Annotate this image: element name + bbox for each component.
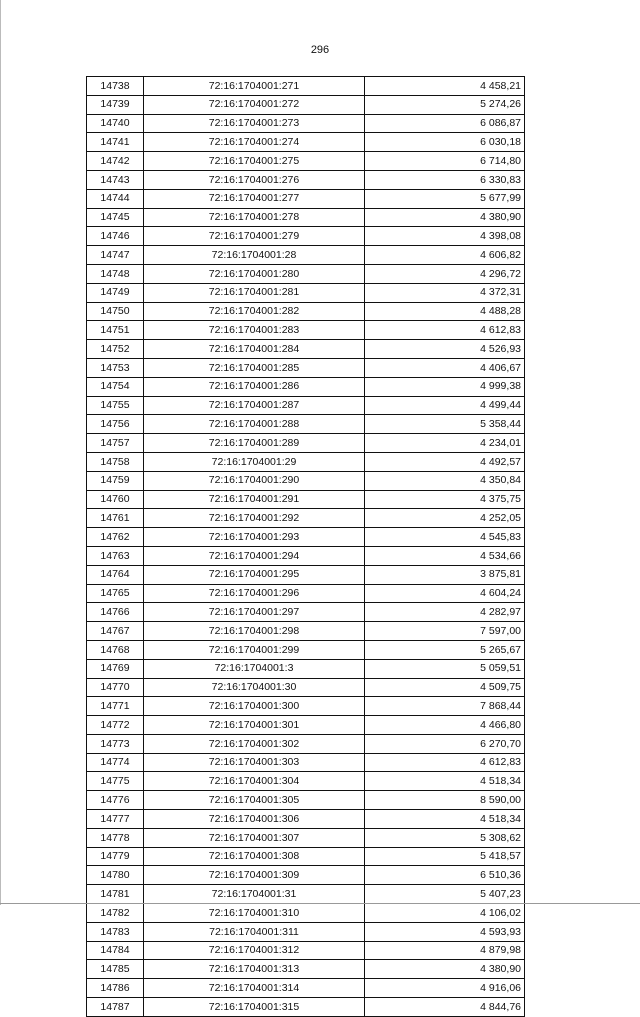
cadastral-number-cell: 72:16:1704001:314	[144, 979, 365, 998]
table-row	[87, 603, 525, 622]
table-row	[87, 302, 525, 321]
table-row	[87, 640, 525, 659]
table-row	[87, 246, 525, 265]
cadastral-number-cell: 72:16:1704001:300	[144, 697, 365, 716]
cadastral-number-cell: 72:16:1704001:275	[144, 152, 365, 171]
row-number-cell: 14739	[87, 95, 144, 114]
table-row	[87, 396, 525, 415]
cadastral-number-cell: 72:16:1704001:293	[144, 528, 365, 547]
area-value-cell: 7 868,44	[365, 697, 525, 716]
area-value-cell: 4 604,24	[365, 584, 525, 603]
table-row	[87, 828, 525, 847]
cadastral-number-cell: 72:16:1704001:29	[144, 452, 365, 471]
cadastral-number-cell: 72:16:1704001:297	[144, 603, 365, 622]
area-value-cell: 4 526,93	[365, 340, 525, 359]
area-value-cell: 4 593,93	[365, 922, 525, 941]
cadastral-number-cell: 72:16:1704001:273	[144, 114, 365, 133]
table-row	[87, 885, 525, 904]
area-value-cell: 5 407,23	[365, 885, 525, 904]
row-number-cell: 14767	[87, 622, 144, 641]
area-value-cell: 4 612,83	[365, 321, 525, 340]
cadastral-number-cell: 72:16:1704001:28	[144, 246, 365, 265]
area-value-cell: 4 916,06	[365, 979, 525, 998]
cadastral-number-cell: 72:16:1704001:311	[144, 922, 365, 941]
row-number-cell: 14762	[87, 528, 144, 547]
area-value-cell: 4 612,83	[365, 753, 525, 772]
row-number-cell: 14784	[87, 941, 144, 960]
cadastral-number-cell: 72:16:1704001:296	[144, 584, 365, 603]
cadastral-number-cell: 72:16:1704001:271	[144, 77, 365, 96]
row-number-cell: 14755	[87, 396, 144, 415]
area-value-cell: 4 518,34	[365, 810, 525, 829]
table-row	[87, 622, 525, 641]
area-value-cell: 4 879,98	[365, 941, 525, 960]
area-value-cell: 4 606,82	[365, 246, 525, 265]
table-row	[87, 227, 525, 246]
table-row	[87, 170, 525, 189]
row-number-cell: 14745	[87, 208, 144, 227]
area-value-cell: 4 509,75	[365, 678, 525, 697]
area-value-cell: 4 372,31	[365, 283, 525, 302]
area-value-cell: 4 406,67	[365, 358, 525, 377]
table-row	[87, 584, 525, 603]
cadastral-number-cell: 72:16:1704001:305	[144, 791, 365, 810]
row-number-cell: 14773	[87, 734, 144, 753]
row-number-cell: 14740	[87, 114, 144, 133]
table-row	[87, 960, 525, 979]
cadastral-number-cell: 72:16:1704001:276	[144, 170, 365, 189]
area-value-cell: 6 086,87	[365, 114, 525, 133]
cadastral-number-cell: 72:16:1704001:292	[144, 509, 365, 528]
area-value-cell: 4 499,44	[365, 396, 525, 415]
table-row	[87, 152, 525, 171]
table-row	[87, 528, 525, 547]
table-row	[87, 753, 525, 772]
row-number-cell: 14741	[87, 133, 144, 152]
table-row	[87, 189, 525, 208]
area-value-cell: 4 380,90	[365, 208, 525, 227]
row-number-cell: 14787	[87, 998, 144, 1017]
row-number-cell: 14752	[87, 340, 144, 359]
cadastral-number-cell: 72:16:1704001:310	[144, 904, 365, 923]
table-row	[87, 358, 525, 377]
area-value-cell: 6 714,80	[365, 152, 525, 171]
area-value-cell: 4 234,01	[365, 434, 525, 453]
area-value-cell: 6 510,36	[365, 866, 525, 885]
table-row	[87, 95, 525, 114]
row-number-cell: 14761	[87, 509, 144, 528]
cadastral-number-cell: 72:16:1704001:287	[144, 396, 365, 415]
area-value-cell: 5 418,57	[365, 847, 525, 866]
row-number-cell: 14765	[87, 584, 144, 603]
cadastral-number-cell: 72:16:1704001:304	[144, 772, 365, 791]
table-row	[87, 208, 525, 227]
parcel-table-body	[87, 77, 525, 1017]
table-row	[87, 321, 525, 340]
area-value-cell: 5 274,26	[365, 95, 525, 114]
table-row	[87, 133, 525, 152]
row-number-cell: 14751	[87, 321, 144, 340]
area-value-cell: 4 534,66	[365, 546, 525, 565]
cadastral-number-cell: 72:16:1704001:281	[144, 283, 365, 302]
area-value-cell: 4 999,38	[365, 377, 525, 396]
cadastral-number-cell: 72:16:1704001:291	[144, 490, 365, 509]
table-row	[87, 490, 525, 509]
area-value-cell: 5 677,99	[365, 189, 525, 208]
area-value-cell: 5 059,51	[365, 659, 525, 678]
area-value-cell: 4 375,75	[365, 490, 525, 509]
table-row	[87, 772, 525, 791]
table-row	[87, 998, 525, 1017]
area-value-cell: 4 488,28	[365, 302, 525, 321]
row-number-cell: 14785	[87, 960, 144, 979]
table-row	[87, 716, 525, 735]
row-number-cell: 14749	[87, 283, 144, 302]
area-value-cell: 5 265,67	[365, 640, 525, 659]
row-number-cell: 14766	[87, 603, 144, 622]
row-number-cell: 14753	[87, 358, 144, 377]
area-value-cell: 4 466,80	[365, 716, 525, 735]
table-row	[87, 678, 525, 697]
cadastral-number-cell: 72:16:1704001:285	[144, 358, 365, 377]
row-number-cell: 14769	[87, 659, 144, 678]
table-row	[87, 114, 525, 133]
row-number-cell: 14768	[87, 640, 144, 659]
area-value-cell: 4 350,84	[365, 471, 525, 490]
area-value-cell: 7 597,00	[365, 622, 525, 641]
cadastral-number-cell: 72:16:1704001:294	[144, 546, 365, 565]
cadastral-number-cell: 72:16:1704001:303	[144, 753, 365, 772]
row-number-cell: 14738	[87, 77, 144, 96]
row-number-cell: 14742	[87, 152, 144, 171]
cadastral-number-cell: 72:16:1704001:309	[144, 866, 365, 885]
row-number-cell: 14774	[87, 753, 144, 772]
table-row	[87, 659, 525, 678]
area-value-cell: 6 270,70	[365, 734, 525, 753]
area-value-cell: 5 358,44	[365, 415, 525, 434]
table-row	[87, 340, 525, 359]
row-number-cell: 14777	[87, 810, 144, 829]
table-row	[87, 264, 525, 283]
row-number-cell: 14786	[87, 979, 144, 998]
row-number-cell: 14750	[87, 302, 144, 321]
cadastral-number-cell: 72:16:1704001:283	[144, 321, 365, 340]
cadastral-number-cell: 72:16:1704001:307	[144, 828, 365, 847]
row-number-cell: 14783	[87, 922, 144, 941]
row-number-cell: 14759	[87, 471, 144, 490]
page-number: 296	[310, 44, 330, 56]
cadastral-number-cell: 72:16:1704001:3	[144, 659, 365, 678]
row-number-cell: 14747	[87, 246, 144, 265]
table-row	[87, 697, 525, 716]
cadastral-number-cell: 72:16:1704001:279	[144, 227, 365, 246]
cadastral-number-cell: 72:16:1704001:306	[144, 810, 365, 829]
table-row	[87, 979, 525, 998]
parcel-table	[86, 76, 525, 1017]
cadastral-number-cell: 72:16:1704001:288	[144, 415, 365, 434]
area-value-cell: 8 590,00	[365, 791, 525, 810]
area-value-cell: 4 380,90	[365, 960, 525, 979]
area-value-cell: 4 106,02	[365, 904, 525, 923]
row-number-cell: 14756	[87, 415, 144, 434]
cadastral-number-cell: 72:16:1704001:289	[144, 434, 365, 453]
cadastral-number-cell: 72:16:1704001:272	[144, 95, 365, 114]
row-number-cell: 14776	[87, 791, 144, 810]
area-value-cell: 5 308,62	[365, 828, 525, 847]
cadastral-number-cell: 72:16:1704001:313	[144, 960, 365, 979]
table-row	[87, 847, 525, 866]
table-row	[87, 377, 525, 396]
row-number-cell: 14748	[87, 264, 144, 283]
cadastral-number-cell: 72:16:1704001:284	[144, 340, 365, 359]
row-number-cell: 14771	[87, 697, 144, 716]
row-number-cell: 14757	[87, 434, 144, 453]
table-row	[87, 283, 525, 302]
table-row	[87, 866, 525, 885]
row-number-cell: 14772	[87, 716, 144, 735]
page-edge-left	[0, 0, 1, 905]
row-number-cell: 14754	[87, 377, 144, 396]
table-row	[87, 941, 525, 960]
area-value-cell: 3 875,81	[365, 565, 525, 584]
table-row	[87, 471, 525, 490]
row-number-cell: 14782	[87, 904, 144, 923]
row-number-cell: 14779	[87, 847, 144, 866]
row-number-cell: 14770	[87, 678, 144, 697]
table-row	[87, 565, 525, 584]
area-value-cell: 4 296,72	[365, 264, 525, 283]
cadastral-number-cell: 72:16:1704001:280	[144, 264, 365, 283]
table-row	[87, 734, 525, 753]
table-row	[87, 509, 525, 528]
area-value-cell: 4 492,57	[365, 452, 525, 471]
cadastral-number-cell: 72:16:1704001:299	[144, 640, 365, 659]
cadastral-number-cell: 72:16:1704001:315	[144, 998, 365, 1017]
row-number-cell: 14758	[87, 452, 144, 471]
cadastral-number-cell: 72:16:1704001:301	[144, 716, 365, 735]
area-value-cell: 4 458,21	[365, 77, 525, 96]
cadastral-number-cell: 72:16:1704001:277	[144, 189, 365, 208]
area-value-cell: 4 844,76	[365, 998, 525, 1017]
row-number-cell: 14760	[87, 490, 144, 509]
cadastral-number-cell: 72:16:1704001:312	[144, 941, 365, 960]
area-value-cell: 4 398,08	[365, 227, 525, 246]
table-row	[87, 904, 525, 923]
area-value-cell: 6 030,18	[365, 133, 525, 152]
cadastral-number-cell: 72:16:1704001:295	[144, 565, 365, 584]
cadastral-number-cell: 72:16:1704001:286	[144, 377, 365, 396]
table-row	[87, 452, 525, 471]
cadastral-number-cell: 72:16:1704001:30	[144, 678, 365, 697]
area-value-cell: 4 545,83	[365, 528, 525, 547]
table-row	[87, 922, 525, 941]
area-value-cell: 4 252,05	[365, 509, 525, 528]
row-number-cell: 14744	[87, 189, 144, 208]
page-edge-bottom	[0, 903, 640, 904]
table-row	[87, 810, 525, 829]
row-number-cell: 14778	[87, 828, 144, 847]
row-number-cell: 14763	[87, 546, 144, 565]
cadastral-number-cell: 72:16:1704001:298	[144, 622, 365, 641]
table-row	[87, 77, 525, 96]
cadastral-number-cell: 72:16:1704001:290	[144, 471, 365, 490]
cadastral-number-cell: 72:16:1704001:31	[144, 885, 365, 904]
row-number-cell: 14780	[87, 866, 144, 885]
cadastral-number-cell: 72:16:1704001:282	[144, 302, 365, 321]
table-row	[87, 415, 525, 434]
area-value-cell: 4 282,97	[365, 603, 525, 622]
row-number-cell: 14746	[87, 227, 144, 246]
table-row	[87, 434, 525, 453]
area-value-cell: 4 518,34	[365, 772, 525, 791]
row-number-cell: 14775	[87, 772, 144, 791]
cadastral-number-cell: 72:16:1704001:308	[144, 847, 365, 866]
row-number-cell: 14781	[87, 885, 144, 904]
cadastral-number-cell: 72:16:1704001:302	[144, 734, 365, 753]
row-number-cell: 14764	[87, 565, 144, 584]
row-number-cell: 14743	[87, 170, 144, 189]
table-row	[87, 546, 525, 565]
table-row	[87, 791, 525, 810]
area-value-cell: 6 330,83	[365, 170, 525, 189]
cadastral-number-cell: 72:16:1704001:274	[144, 133, 365, 152]
cadastral-number-cell: 72:16:1704001:278	[144, 208, 365, 227]
